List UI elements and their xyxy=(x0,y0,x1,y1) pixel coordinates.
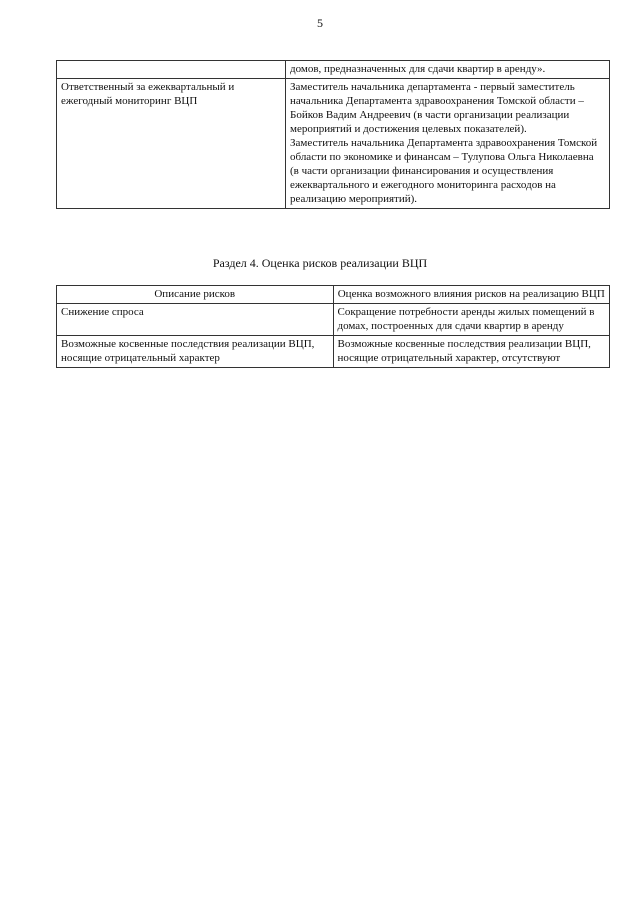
section-heading: Раздел 4. Оценка рисков реализации ВЦП xyxy=(212,256,428,270)
risk-description-cell: Возможные косвенные последствия реализации ВЦП, носящие отрицательный характер xyxy=(57,336,334,368)
table-row xyxy=(57,336,610,368)
table-cell-value: домов, предназначенных для сдачи квартир в аренду». xyxy=(286,61,610,79)
table-cell-label xyxy=(57,61,286,79)
risk-impact-cell: Возможные косвенные последствия реализации ВЦП, носящие отрицательный характер, отсутствуют xyxy=(333,336,610,368)
table-cell-value: Заместитель начальника департамента - первый заместитель начальника Департамента здравоохранения Томской области – Бойков Вадим Андреевич (в части организации реализации мероприятий и достижения целевых показателей). Заместитель начальника Департамента здравоохранения Томской области по экономике и финансам – Тулупова Ольга Николаевна (в части организации финансирования и осуществления ежеквартального и ежегодного мониторинга расходов на реализацию мероприятий). xyxy=(286,79,610,209)
column-header: Описание рисков xyxy=(57,286,334,304)
table-cell-label: Ответственный за ежеквартальный и ежегодный мониторинг ВЦП xyxy=(57,79,286,209)
table-row xyxy=(57,79,610,209)
risk-impact-cell: Сокращение потребности аренды жилых помещений в домах, построенных для сдачи квартир в аренду xyxy=(333,304,610,336)
risk-description-cell: Снижение спроса xyxy=(57,304,334,336)
table-row xyxy=(57,304,610,336)
column-header: Оценка возможного влияния рисков на реализацию ВЦП xyxy=(333,286,610,304)
table-header-row xyxy=(57,286,610,304)
risk-assessment-table xyxy=(56,285,610,368)
table-row xyxy=(57,61,610,79)
page-number: 5 xyxy=(317,16,323,30)
program-details-table xyxy=(56,60,610,209)
